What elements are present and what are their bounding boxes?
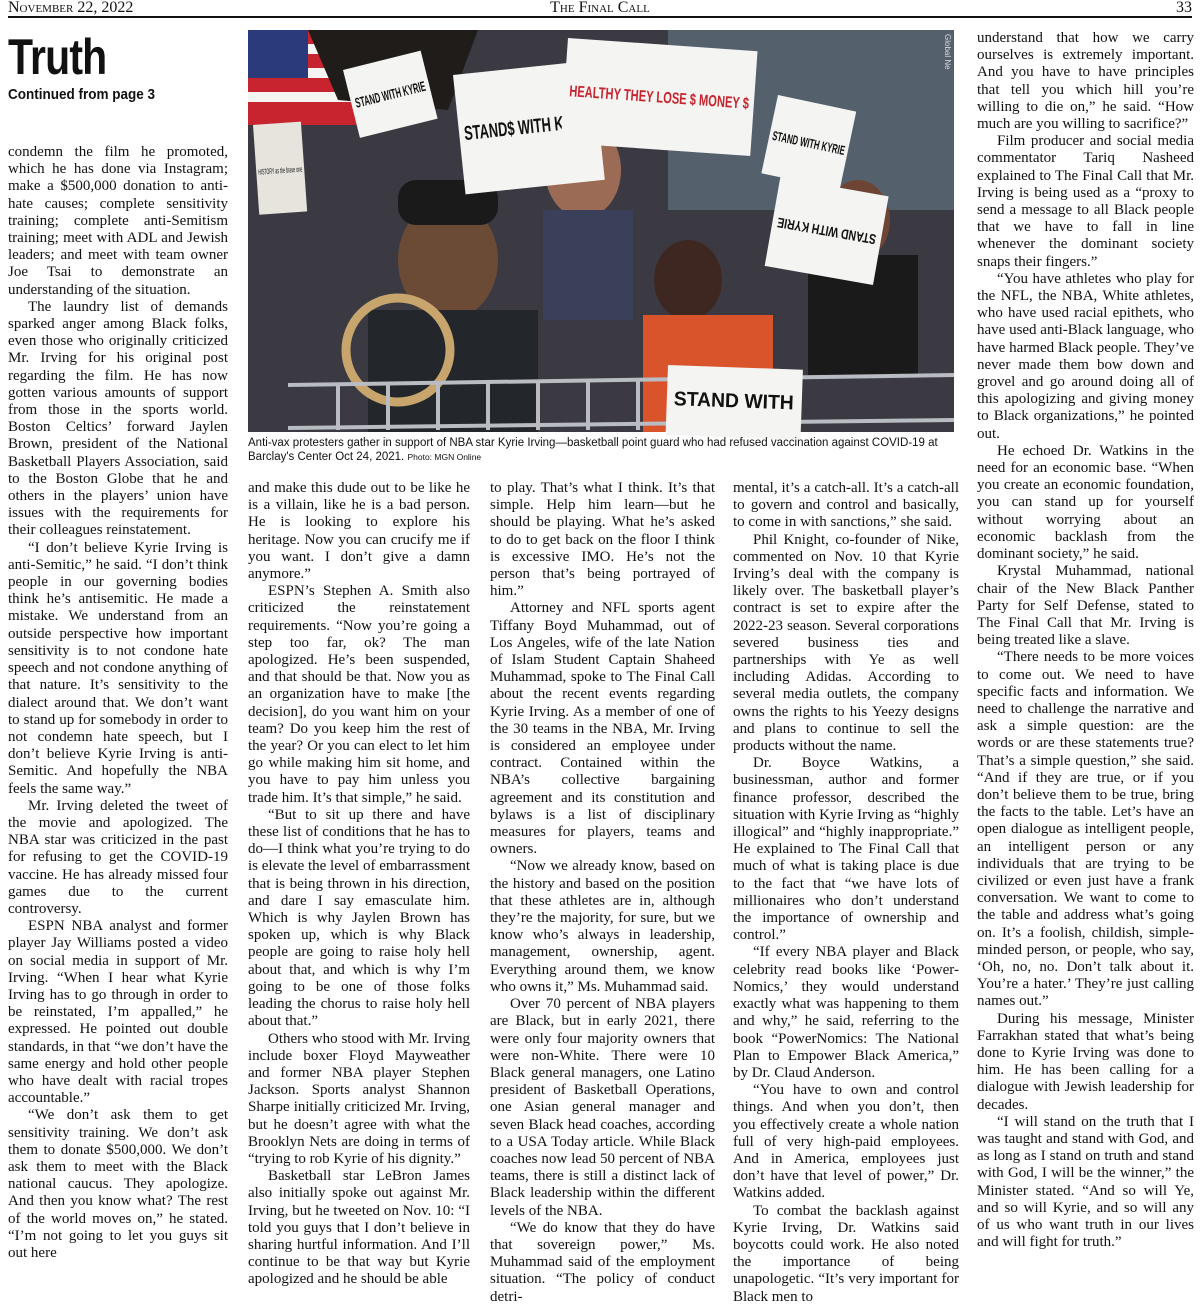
paragraph: “We don’t ask them to get sensitivity training. We don’t ask them to donate $500,000. We don’t ask them to meet with the Black national caucus. They apologize. And then you know what? The rest of the world moves on,” he stated. “I’m not going to let you guys sit out here [8,1107,228,1261]
sign-text-5: STAND WITH KYRIE [743,208,878,248]
paragraph: “We do know that they do have that sovereign power,” Ms. Muhammad said of the employment situation. “The policy of conduct detri- [490,1219,715,1305]
paragraph: “You have athletes who play for the NFL, the NBA, White athletes, who have used racial epithets, who have used anti-Black language, who have harmed Black people. They’ve never made them bow down and grovel and go around doing all of this apologizing and giving money to Black organizations,” he pointed out. [977,270,1195,442]
sign-bottom [666,365,803,440]
sign-text-4: STAND WITH KYRIE [770,127,896,169]
sign-healthy [561,38,828,156]
paragraph: ESPN NBA analyst and former player Jay Williams posted a video on social media in support of Mr. Irving. “When I hear what Kyrie Irving has to go through in order to be reinstated, I’m appalled,” he expressed. He pointed out double standards, in that “we don’t have the same energy and hold other people who have dealt with racial tropes accountable.” [8,918,228,1107]
article-column-2 [248,480,470,1294]
article-column-5 [977,30,1194,1294]
paragraph: “If every NBA player and Black celebrity read books like ‘Power-Nomics,’ they would understand exactly what was happening to them and why,” he said, referring to the book “PowerNomics: The National Plan to Empower Black America,” by Dr. Claud Anderson. [733,944,959,1081]
paragraph: To combat the backlash against Kyrie Irving, Dr. Watkins said boycotts could work. He also noted the importance of being unapologetic. “It’s very important for Black men to [733,1202,959,1305]
paragraph: and make this dude out to be like he is a villain, like he is a bad person. He is looking to explore his heritage. Now you can crucify me if you want. I don’t give a damn anymore.” [248,480,470,583]
article-column-1 [8,144,228,1294]
paragraph: Others who stood with Mr. Irving include boxer Floyd Mayweather and former NBA player Stephen Jackson. Sports analyst Shannon Sharpe initially criticized Mr. Irving, but he doesn’t agree with what the Brooklyn Nets are doing in terms of “trying to rob Kyrie of his dignity.” [248,1030,470,1167]
paragraph: Film producer and social media commentator Tariq Nasheed explained to The Final Call that Mr. Irving is being used as a “proxy to send a message to all Black people that we have to fall in line whenever the dominant society snaps their fingers.” [977,133,1194,270]
publication-name: The Final Call [550,0,650,16]
paragraph: mental, it’s a catch-all. It’s a catch-all to govern and control and basically, to come in with sanctions,” she said. [733,480,959,531]
sign-text-6: STAND WITH [673,388,799,415]
photo-credit: Photo: MGN Online [407,452,482,462]
paragraph: Basketball star LeBron James also initially spoke out against Mr. Irving, but he tweeted on Nov. 10: “I told you guys that I don’t believe in sharing hurtful information. And I’ll continue to be that way but Kyrie apologized and he should be able [248,1168,470,1288]
protest-photo-illustration [248,30,954,432]
paragraph: During his message, Minister Farrakhan stated that what’s being done to Kyrie Irving was done to him. He has been calling for a dialogue with Jewish leadership for decades. [977,1010,1194,1113]
sign-history [253,122,307,215]
sign-upside-down [743,177,889,285]
side-photo-credit: Global Ne [943,34,952,70]
masthead [8,0,1192,18]
continued-from: Continued from page 3 [8,86,156,103]
paragraph: Dr. Boyce Watkins, a businessman, author and former finance professor, described the situation with Kyrie Irving as “highly illogical” and “highly inappropriate.” He explained to The Final Call that much of what is taking place is due to the fact that “we have lots of millionaires who don’t understand the importance of ownership and control.” [733,755,959,944]
photo-caption [248,436,954,464]
page-number: 33 [1176,0,1192,16]
paragraph: He echoed Dr. Watkins in the need for an economic base. “When you create an economic foundation, you can stand up for yourself without worrying about an economic backlash from the dominant society,” he said. [977,442,1194,563]
paragraph: to play. That’s what I think. It’s that simple. Help him learn—but he should be playing. What he’s asked to do to get back on the floor I think is excessive IMO. He’s not the person that’s being portrayed of him.” [490,480,715,600]
sign-text-1: STAND WITH KYRIE [353,62,487,111]
paragraph: “There needs to be more voices to come out. We need to have specific facts and information. We need to challenge the narrative and ask a simple question: are the words or are these statements true? That’s a simple question,” she said. “And if they are true, or if you don’t believe them to be true, bring the facts to the table. Let’s have an open dialogue as intelligent people, an intelligent person or any individuals that are trying to be civilized or even just have a frank conversation. We want to come to the table and address what’s going on. It’s a foolish, childish, simple-minded person, or people, who say, ‘Oh, no, no. Don’t talk about it. You’re a hater.’ They’re just calling names out.” [977,649,1194,1010]
issue-date: November 22, 2022 [8,0,134,16]
paragraph: “You have to own and control things. And when you don’t, then you effectively create a whole nation full of very high-paid employees. And in America, employees just don’t have that level of power,” Dr. Watkins added. [733,1082,959,1202]
paragraph: “I don’t believe Kyrie Irving is anti-Semitic,” he said. “I don’t think people in our governing bodies think he’s antisemitic. He made a mistake. We understand from an outside perspective how important sensitivity is to not condone hate speech and not condone anything of that nature. It’s sensitivity to the dialect around that. We don’t want to stand up for somebody in order to not condemn hate speech, but I don’t believe Kyrie Irving is anti-Semitic. And hopefully the NBA feels the same way.” [8,539,228,797]
paragraph: Phil Knight, co-founder of Nike, commented on Nov. 10 that Kyrie Irving’s deal with the company is likely over. The basketball player’s contract is set to expire after the 2022-23 season. Several corporations severed business ties and partnerships with Ye as well including Adidas. According to several media outlets, the company owns the rights to his Yeezy designs and plans to continue to sell the products without the name. [733,531,959,755]
caption-text: Anti-vax protesters gather in support of NBA star Kyrie Irving—basketball point guard who had refused vaccination against COVID-19 at Barclay's Center Oct 24, 2021. [248,437,938,463]
paragraph: ESPN’s Stephen A. Smith also criticized the reinstatement requirements. “Now you’re going a step too far, ok? The man apologized. He’s been suspended, and that should be that. Now you as an organization have to make [the decision], do you want him on your team? Do you keep him the rest of the year? Or you can elect to let him go while making him sit home, and you have to pay him unless you trade him. It’s that simple,” he said. [248,583,470,806]
paragraph: “I will stand on the truth that I was taught and stand with God, and as long as I stand on truth and stand with God, I will be the winner,” the Minister stated. “And so will Ye, and so will Kyrie, and so will any of us who want truth in our lives and will fight for truth.” [977,1113,1194,1251]
paragraph: Over 70 percent of NBA players are Black, but in early 2021, there were only four majority owners that were non-White. There were 10 Black general managers, one Latino president of Basketball Operations, one Asian general manager and seven Black head coaches, according to a USA Today article. While Black coaches now lead 50 percent of NBA teams, there is still a distinct lack of Black leadership within the different levels of the NBA. [490,996,715,1219]
paragraph: Krystal Muhammad, national chair of the New Black Panther Party for Self Defense, stated to The Final Call that Mr. Irving is being treated like a slave. [977,563,1194,649]
paragraph: “Now we already know, based on the history and based on the position that these athletes are in, although they’re the majority, for sure, but we know who’s always in leadership, management, ownership, agent. Everything around them, we know who owns it,” Ms. Muhammad said. [490,858,715,995]
paragraph: condemn the film he promoted, which he has done via Instagram; make a $500,000 donation to anti-hate causes; complete sensitivity training; complete anti-Semitism training; meet with ADL and Jewish leaders; and meet with team owner Joe Tsai to demonstrate an understanding of the situation. [8,144,228,298]
paragraph: The laundry list of demands sparked anger among Black folks, even those who originally criticized Mr. Irving for his original post regarding the film. He has now gotten various amounts of support from those in the sports world. Boston Celtics’ forward Jaylen Brown, president of the National Basketball Players Association, said to the Boston Globe that he and others in the players’ union have issues with the requirements for their colleagues reinstatement. [8,298,228,539]
paragraph: understand that how we carry ourselves is extremely important. And you have to have principles that tell you which hill you’re willing to die on,” he said. “How much are you willing to sacrifice?” [977,30,1194,133]
sign-top-right [761,95,896,190]
article-column-3 [490,480,715,1305]
protest-photo [248,30,954,432]
paragraph: Attorney and NFL sports agent Tiffany Boyd Muhammad, out of Los Angeles, wife of the late Nation of Islam Student Captain Shaheed Muhammad, spoke to The Final Call about the recent events regarding Kyrie Irving. As a member of one of the 30 teams in the NBA, Mr. Irving is considered an employee under contract. Contained within the NBA’s collective bargaining agreement and its constitution and bylaws is a list of disciplinary measures for players, teams and owners. [490,600,715,858]
paragraph: Mr. Irving deleted the tweet of the movie and apologized. The NBA star was criticized in the past for refusing to get the COVID-19 vaccine. He has already missed four games due to the current controversy. [8,797,228,917]
sign-text-3: HEALTHY THEY LOSE $ MONEY $ [568,83,828,119]
protester-girl [654,240,722,320]
paragraph: “But to sit up there and have these list of conditions that he has to do—I think what you’re trying to do is elevate the level of embarrassment that is being thrown in his direction, and dare I say emasculate him. Which is why Jaylen Brown has spoken up, which is why Black people are going to raise holy hell about that, and which is why I’m going to be one of those folks leading the chorus to raise holy hell about that.” [248,806,470,1030]
article-column-4 [733,480,959,1305]
headline: Truth [8,29,107,85]
